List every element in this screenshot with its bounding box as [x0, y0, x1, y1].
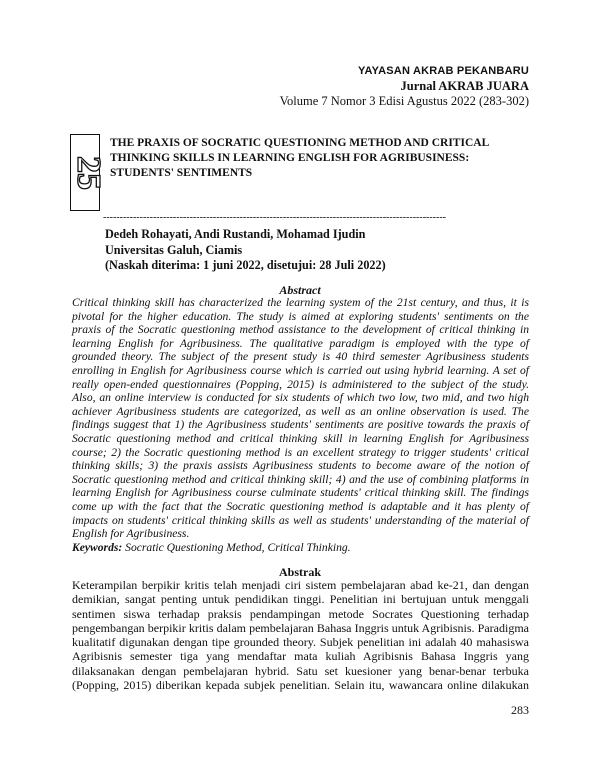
- abstract-heading-en: Abstract: [279, 283, 321, 297]
- abstract-line: Critical thinking skill has characterized the learning system of the 21st century, and thus, it is: [72, 296, 529, 309]
- author-block: [105, 227, 386, 274]
- title-line: THINKING SKILLS IN LEARNING ENGLISH FOR AGRIBUSINESS:: [110, 152, 470, 164]
- abstrak-line: demikian, sangat penting untuk pendidikan tinggi. Penelitian ini bertujuan untuk menggali: [72, 592, 529, 607]
- abstrak-line: (Popping, 2015) diberikan kepada subjek penelitian. Selain itu, wawancara online dilakukan: [72, 678, 529, 693]
- abstract-line: grounded theory. The subject of the present study is 40 third semester Agribusiness students: [72, 350, 529, 364]
- author-affiliation: Universitas Galuh, Ciamis: [105, 242, 243, 257]
- article-number-box: [70, 134, 108, 211]
- abstract-line: achiever Agribusiness students are categorized, as well as an online observation is used. The: [72, 404, 529, 418]
- keywords-label: Keywords:: [72, 541, 123, 554]
- abstract-line: come up with the fact that the Socratic questioning method is adaptable and it has plenty of: [72, 499, 529, 513]
- separator-line: -------------------------------------------------------------------------------------------------------: [103, 212, 446, 223]
- abstrak-line: kualitatif digunakan dengan tipe grounded theory. Subjek penelitian ini adalah 40 mahasiswa: [72, 635, 529, 650]
- abstrak-line: sentimen siswa terhadap praksis pendampingan metode Socrates Questioning terhadap: [72, 606, 529, 621]
- abstract-line: learning English for Agribusiness. The qualitative paradigm is employed with the type of: [72, 336, 529, 350]
- abstrak-line: dilaksanakan dengan pembelajaran hybrid. Satu set kuesioner yang benar-benar terbuka: [72, 663, 529, 678]
- abstrak-line: pengembangan berpikir kritis dalam pembelajaran Bahasa Inggris untuk Agribisnis. Paradigma: [72, 620, 529, 635]
- abstrak-line: Keterampilan berpikir kritis telah menjadi ciri sistem pembelajaran abad ke-21, dan dengan: [72, 578, 529, 592]
- abstrak-line: Agribisnis semester tiga yang mendaftar mata kuliah Agribisnis Bahasa Inggris yang: [72, 649, 529, 664]
- abstract-line: Also, an online interview is conducted for six students of which two low, two mid, and two high: [72, 391, 529, 405]
- journal-name: Jurnal AKRAB JUARA: [400, 79, 529, 93]
- publisher-name: YAYASAN AKRAB PEKANBARU: [357, 65, 529, 77]
- abstract-line: thinking skills; 3) the praxis assists Agribusiness students to become aware of the notion of: [72, 459, 529, 473]
- abstract-line: course; 2) the Socratic questioning method is an excellent strategy to trigger students' critical: [72, 445, 529, 459]
- abstract-line: pivotal for the higher education. The study is aimed at exploring students' sentiments on the: [72, 309, 529, 323]
- title-line: THE PRAXIS OF SOCRATIC QUESTIONING METHOD AND CRITICAL: [110, 137, 490, 149]
- abstract-line: impacts on students' critical thinking skills as well as students' understanding of the material of: [72, 513, 529, 527]
- title-line: STUDENTS' SENTIMENTS: [110, 167, 253, 179]
- abstract-heading-id: Abstrak: [278, 565, 321, 579]
- abstract-en-body: [72, 296, 529, 541]
- abstract-line: learning English for Agribusiness course culminate students' critical thinking skill. The findings: [72, 486, 529, 500]
- abstract-line: really open-ended questionnaires (Popping, 2015) is administered to the subject of the study.: [72, 377, 529, 391]
- abstract-line: Socratic questioning method and critical thinking skill; 4) and the use of combining platforms in: [72, 472, 529, 486]
- keywords: [72, 541, 351, 554]
- article-title: [110, 136, 530, 181]
- received-dates: (Naskah diterima: 1 juni 2022, disetujui: 28 Juli 2022): [105, 258, 386, 272]
- article-number: 25: [70, 156, 108, 190]
- keywords-text: Socratic Questioning Method, Critical Thinking.: [122, 541, 351, 554]
- page-number: 283: [511, 703, 529, 717]
- abstract-line: praxis of the Socratic questioning method assistance to the development of critical thinking in: [72, 323, 529, 337]
- volume-info: Volume 7 Nomor 3 Edisi Agustus 2022 (283-302): [279, 94, 529, 108]
- abstract-line: enrolling in English for Agribusiness course which is carried out using hybrid learning. A set of: [72, 363, 529, 377]
- abstract-line: findings suggest that 1) the Agribusiness students' sentiments are positive towards the praxis of: [72, 418, 529, 432]
- abstract-line: English for Agribusiness.: [72, 527, 190, 541]
- abstract-id-body: [72, 578, 529, 692]
- abstract-line: Socratic questioning method and critical thinking skill in learning English for Agribusiness: [72, 431, 529, 445]
- author-names: Dedeh Rohayati, Andi Rustandi, Mohamad Ijudin: [105, 227, 366, 241]
